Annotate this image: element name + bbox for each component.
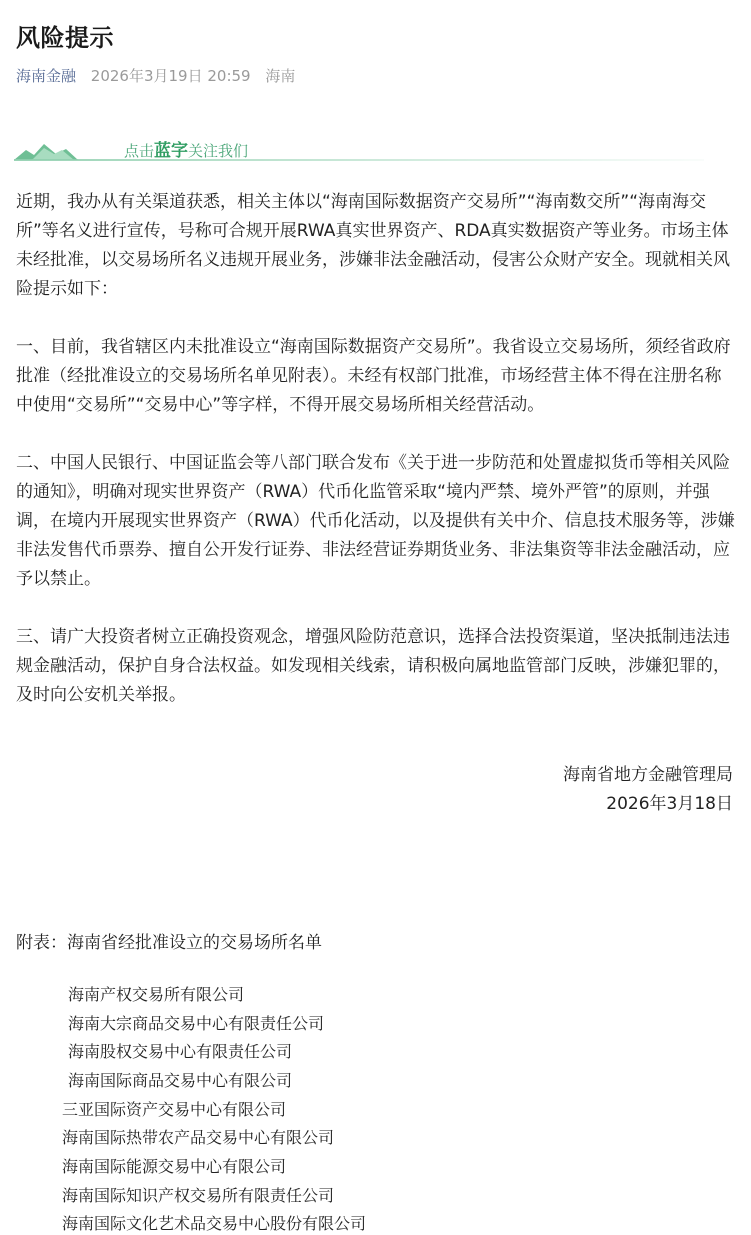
list-item: 海南国际商品交易中心有限公司 <box>68 1071 293 1090</box>
paragraph-two: 二、中国人民银行、中国证监会等八部门联合发布《关于进一步防范和处置虚拟货币等相关风险的通知》，明确对现实世界资产（RWA）代币化监管采取“境内严禁、境外严管”的原则，并强调，在境内开展现实世界资产（RWA）代币化活动，以及提供有关中介、信息技术服务等，涉嫌非法发售代币票券、擅自公开发行证券、非法经营证券期货业务、非法集资等非法金融活动，应予以禁止。 <box>16 453 735 589</box>
follow-prefix: 点击 <box>124 142 155 160</box>
mountain-wave-icon <box>14 132 704 166</box>
paragraph-intro: 近期，我办从有关渠道获悉，相关主体以“海南国际数据资产交易所”“海南数交所”“海南海交所”等名义进行宣传，号称可合规开展RWA真实世界资产、RDA真实数据资产等业务。市场主体未经批准，以交易场所名义违规开展业务，涉嫌非法金融活动，侵害公众财产安全。现就相关风险提示如下： <box>16 192 730 299</box>
signature-block <box>563 761 733 819</box>
follow-text[interactable] <box>124 136 248 161</box>
article-title: 风险提示 <box>16 24 114 52</box>
issuer-name: 海南省地方金融管理局 <box>563 765 733 785</box>
list-item: 三亚国际资产交易中心有限公司 <box>62 1100 287 1119</box>
list-item: 海南国际知识产权交易所有限责任公司 <box>62 1186 335 1205</box>
publish-date: 2026年3月19日 20:59 <box>90 67 251 85</box>
publish-location: 海南 <box>265 67 296 85</box>
issue-date: 2026年3月18日 <box>606 794 733 814</box>
follow-suffix: 关注我们 <box>188 142 249 160</box>
article-body <box>16 188 738 739</box>
follow-highlight: 蓝字 <box>154 141 189 161</box>
list-item: 海南股权交易中心有限责任公司 <box>68 1042 293 1061</box>
account-name-link[interactable]: 海南金融 <box>16 67 77 85</box>
list-item: 海南大宗商品交易中心有限责任公司 <box>68 1014 325 1033</box>
list-item: 海南国际热带农产品交易中心有限公司 <box>62 1128 335 1147</box>
list-item: 海南国际能源交易中心有限公司 <box>62 1157 287 1176</box>
paragraph-one: 一、目前，我省辖区内未批准设立“海南国际数据资产交易所”。我省设立交易场所，须经省政府批准（经批准设立的交易场所名单见附表）。未经有权部门批准，市场经营主体不得在注册名称中使用“交易所”“交易中心”等字样，不得开展交易场所相关经营活动。 <box>16 337 731 415</box>
appendix-title: 附表：海南省经批准设立的交易场所名单 <box>16 933 322 953</box>
list-item: 海南产权交易所有限公司 <box>68 985 245 1004</box>
list-item: 海南国际文化艺术品交易中心股份有限公司 <box>62 1214 367 1233</box>
article-meta <box>16 65 295 86</box>
paragraph-three: 三、请广大投资者树立正确投资观念，增强风险防范意识，选择合法投资渠道，坚决抵制违法违规金融活动，保护自身合法权益。如发现相关线索，请积极向属地监管部门反映，涉嫌犯罪的，及时向公安机关举报。 <box>16 627 730 705</box>
follow-banner[interactable] <box>14 132 704 166</box>
